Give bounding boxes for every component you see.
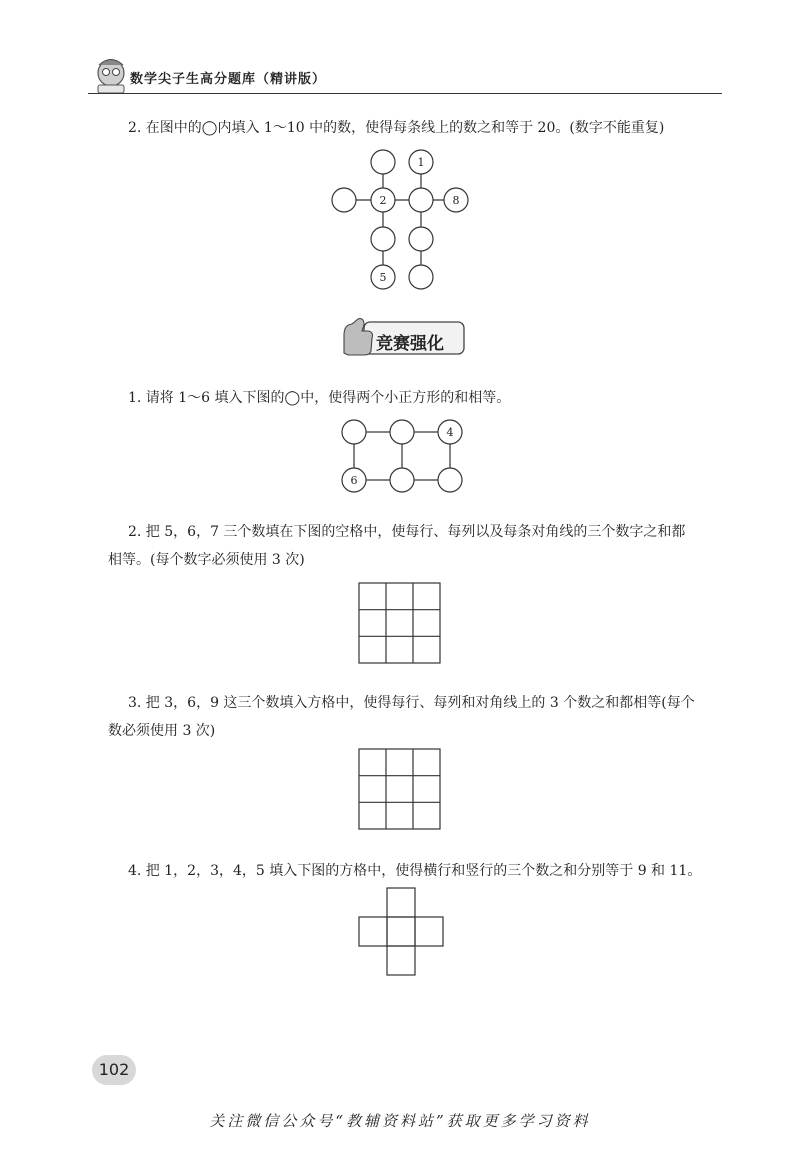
circle-node	[371, 227, 395, 251]
grid-3x3	[358, 582, 442, 664]
two-square-diagram	[335, 418, 470, 498]
circle-node	[438, 468, 462, 492]
circle-node	[371, 150, 395, 174]
mascot-icon	[92, 56, 130, 96]
given-number: 8	[452, 194, 460, 207]
problem-1-text: 1. 请将 1～6 填入下图的◯中，使得两个小正方形的和相等。	[128, 390, 511, 406]
grid-3x3	[358, 748, 442, 830]
header-title: 数学尖子生高分题库（精讲版）	[130, 72, 327, 87]
given-number: 6	[350, 474, 358, 487]
problem-top-text: 2. 在图中的◯内填入 1～10 中的数，使得每条线上的数之和等于 20。(数字不能重复)	[128, 120, 665, 136]
circle-node	[390, 468, 414, 492]
circle-node	[390, 420, 414, 444]
circle-node	[409, 188, 433, 212]
problem-3-line2: 数必须使用 3 次)	[108, 723, 216, 739]
given-number: 2	[379, 194, 387, 207]
section-title: 竞赛强化	[376, 334, 444, 354]
problem-2-line1: 2. 把 5，6，7 三个数填在下图的空格中，使每行、每列以及每条对角线的三个数字之和都	[128, 524, 686, 540]
circle-node	[342, 420, 366, 444]
given-number: 4	[446, 426, 454, 439]
footer-note: 关注微信公众号“教辅资料站”获取更多学习资料	[209, 1112, 591, 1130]
circle-node	[409, 227, 433, 251]
cross-grid	[358, 887, 444, 977]
circle-node	[332, 188, 356, 212]
given-number: 5	[379, 271, 387, 284]
given-number: 1	[417, 156, 425, 169]
problem-4-text: 4. 把 1，2，3，4，5 填入下图的方格中，使得横行和竖行的三个数之和分别等于 9 和 11。	[128, 863, 702, 879]
header-divider	[88, 93, 722, 94]
problem-2-line2: 相等。(每个数字必须使用 3 次)	[108, 552, 305, 568]
problem-3-line1: 3. 把 3，6，9 这三个数填入方格中，使得每行、每列和对角线上的 3 个数之和都相等(每个	[128, 695, 695, 711]
cross-circle-diagram	[320, 145, 480, 295]
page-number: 102	[98, 1060, 130, 1079]
circle-node	[409, 265, 433, 289]
